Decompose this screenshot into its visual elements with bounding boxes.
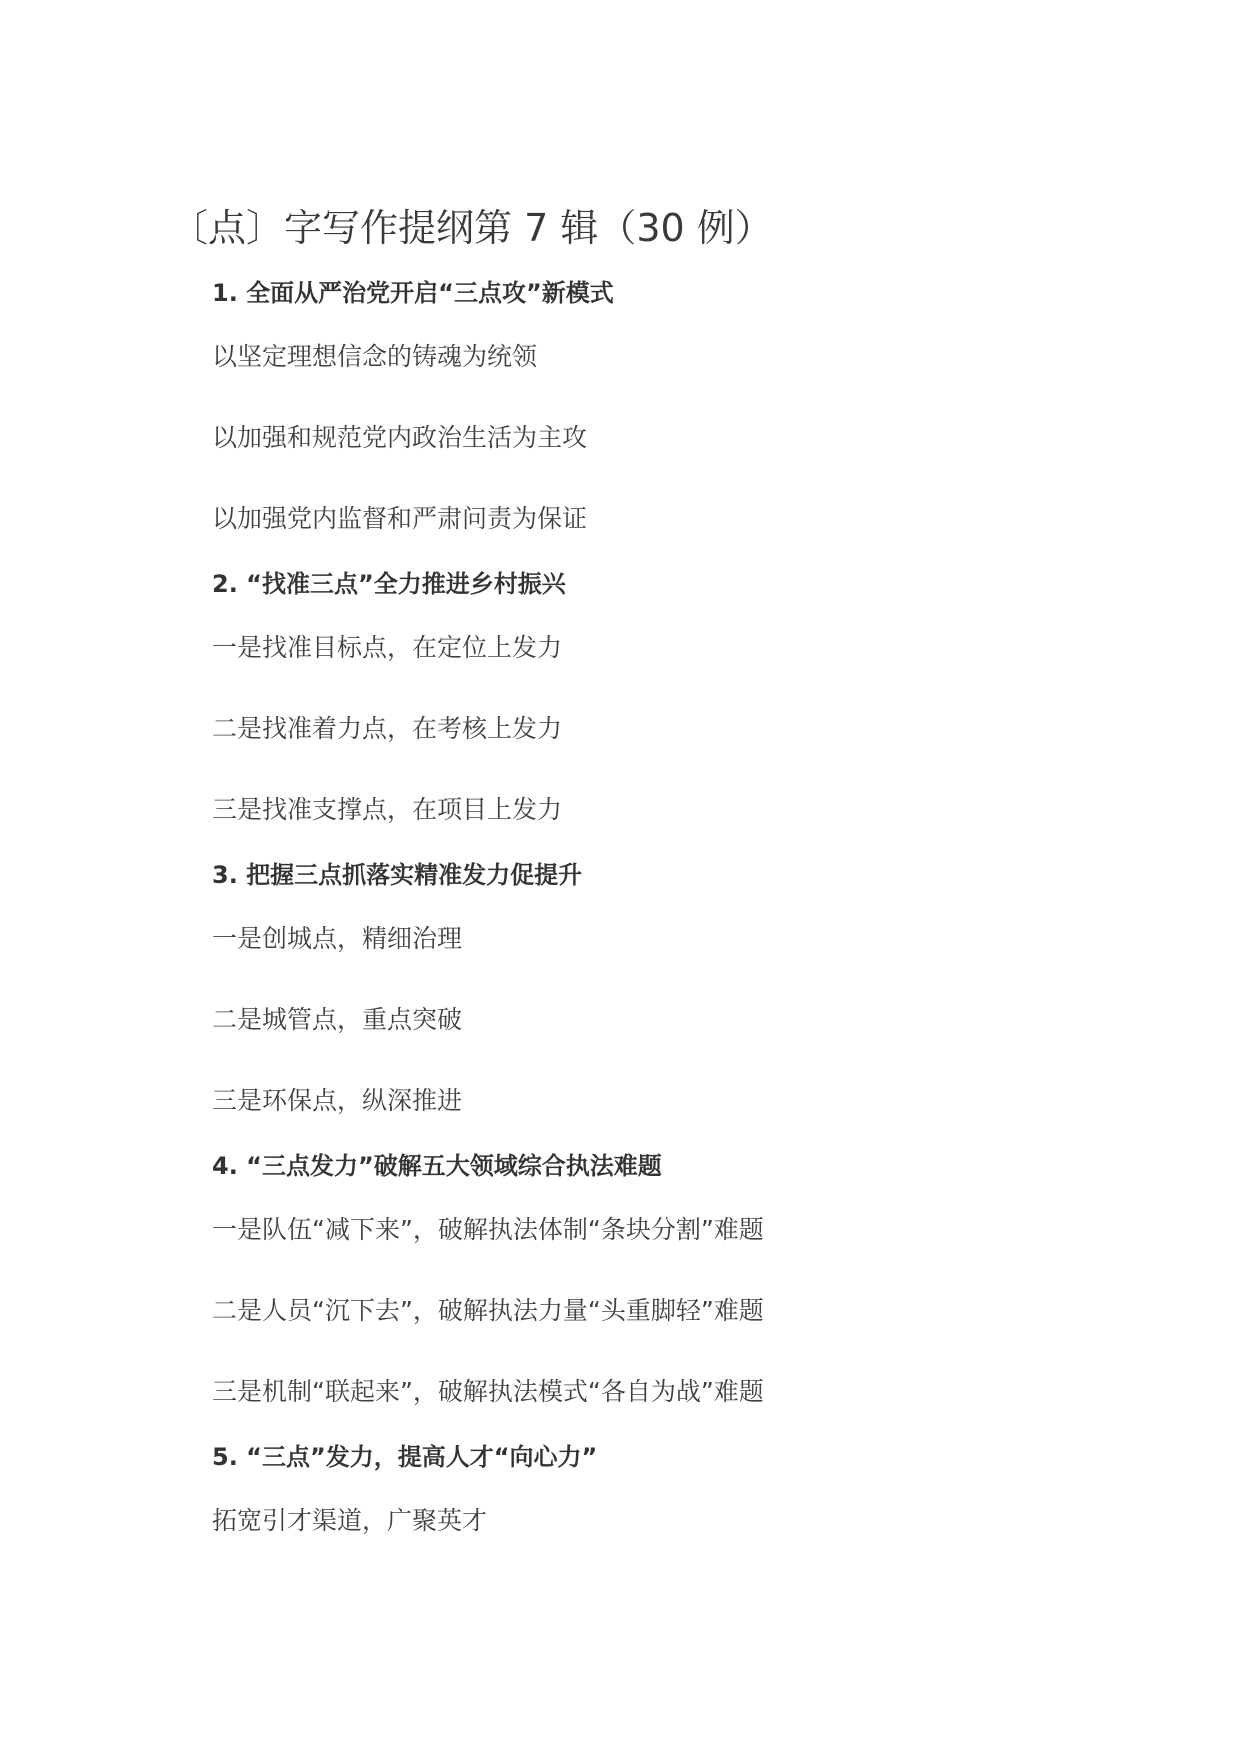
section-item: 以加强和规范党内政治生活为主攻: [212, 423, 588, 452]
section-item: 一是创城点，精细治理: [212, 924, 463, 953]
section-item: 二是城管点，重点突破: [212, 1005, 463, 1034]
section-item: 三是环保点，纵深推进: [212, 1086, 463, 1115]
section-item: 三是机制“联起来”，破解执法模式“各自为战”难题: [212, 1377, 764, 1406]
section-4: [212, 1146, 1162, 1412]
section-item: 二是找准着力点，在考核上发力: [212, 714, 563, 743]
section-heading: 2. “找准三点”全力推进乡村振兴: [212, 570, 566, 598]
section-item: 三是找准支撑点，在项目上发力: [212, 795, 563, 824]
section-5: [212, 1437, 1162, 1541]
document-title: 〔点〕字写作提纲第 7 辑（30 例）: [170, 206, 773, 250]
section-item: 以加强党内监督和严肃问责为保证: [212, 504, 588, 533]
section-item: 二是人员“沉下去”，破解执法力量“头重脚轻”难题: [212, 1296, 764, 1325]
section-item: 以坚定理想信念的铸魂为统领: [212, 342, 538, 371]
section-item: 拓宽引才渠道，广聚英才: [212, 1506, 488, 1535]
section-2: [212, 564, 1162, 830]
section-3: [212, 855, 1162, 1121]
section-heading: 4. “三点发力”破解五大领域综合执法难题: [212, 1152, 662, 1180]
section-heading: 1. 全面从严治党开启“三点攻”新模式: [212, 279, 614, 307]
section-item: 一是队伍“减下来”，破解执法体制“条块分割”难题: [212, 1215, 764, 1244]
section-item: 一是找准目标点，在定位上发力: [212, 633, 563, 662]
section-1: [212, 273, 1162, 539]
section-heading: 3. 把握三点抓落实精准发力促提升: [212, 861, 583, 889]
section-heading: 5. “三点”发力，提高人才“向心力”: [212, 1443, 598, 1471]
